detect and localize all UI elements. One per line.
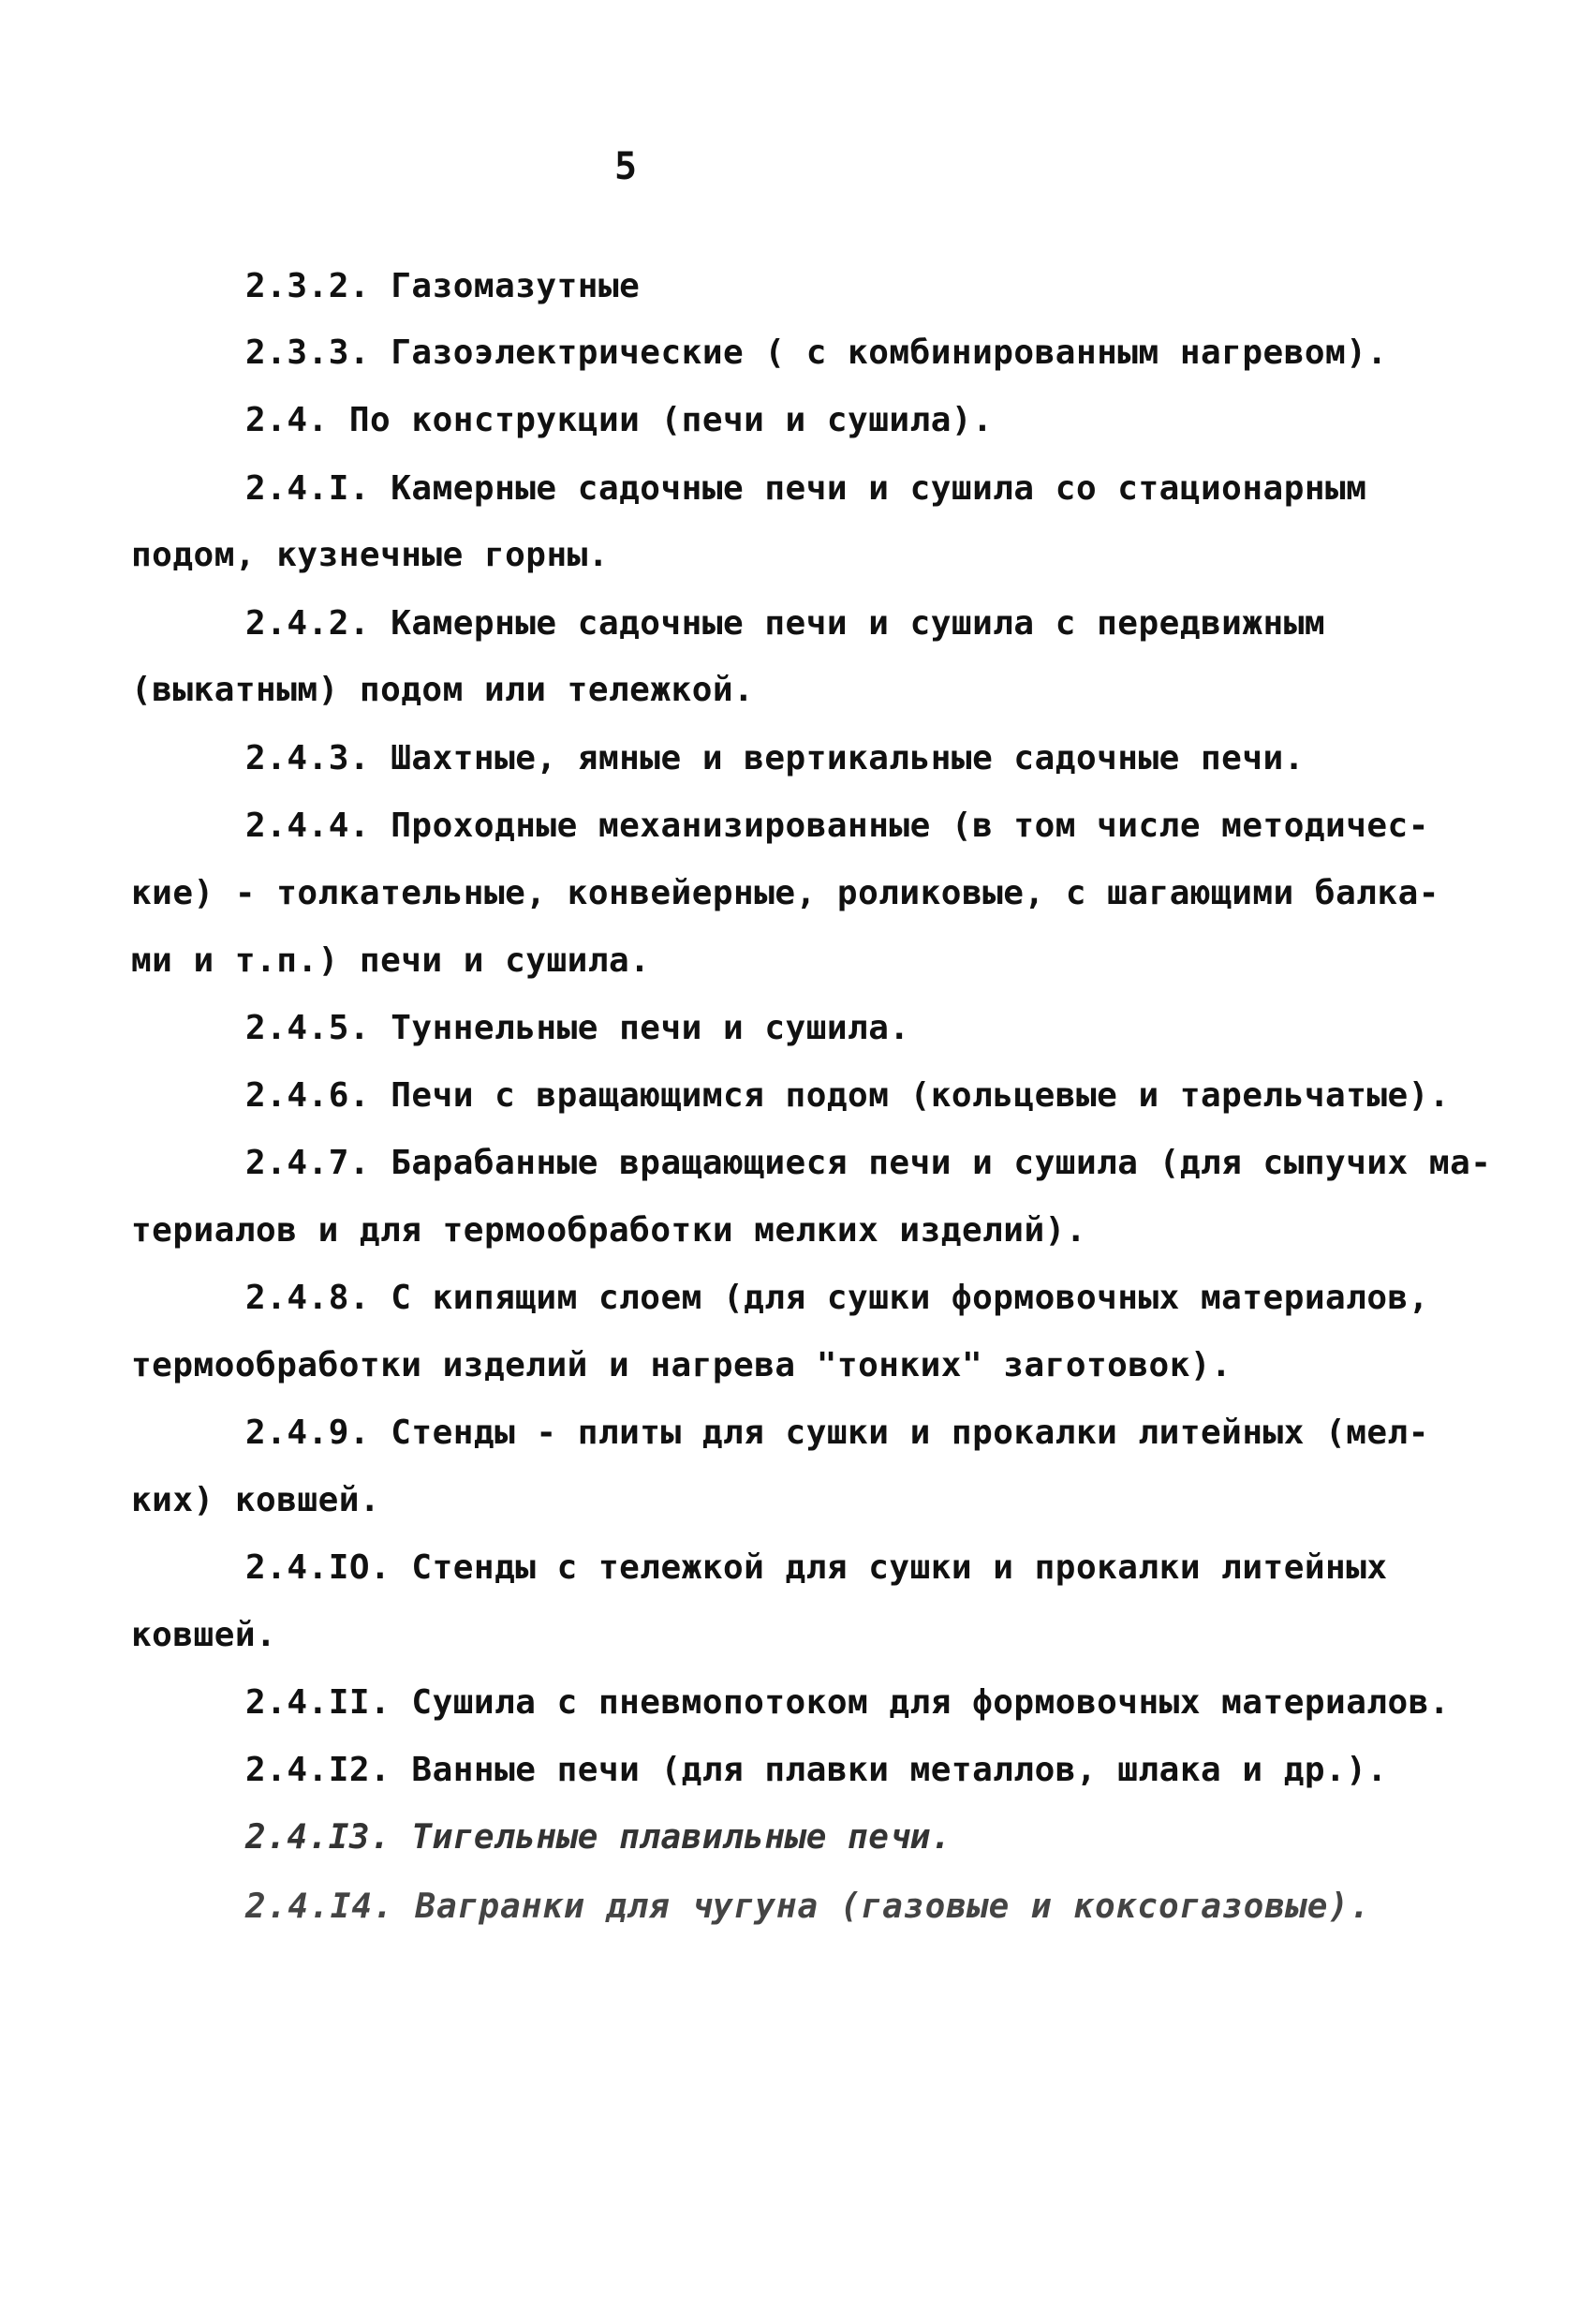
item-2-4-2: 2.4.2. Камерные садочные печи и сушила с передвижным [245, 604, 1326, 643]
item-2-4: 2.4. По конструкции (печи и сушила). [245, 401, 994, 439]
page-number: 5 [614, 145, 639, 188]
item-2-3-3: 2.3.3. Газоэлектрические ( с комбинированным нагревом). [245, 333, 1388, 372]
item-2-4-5: 2.4.5. Туннельные печи и сушила. [245, 1009, 910, 1047]
item-2-3-2: 2.3.2. Газомазутные [245, 267, 641, 305]
item-2-4-11: 2.4.II. Сушила с пневмопотоком для формовочных материалов. [245, 1683, 1451, 1722]
item-2-4-12: 2.4.I2. Ванные печи (для плавки металлов, шлака и др.). [245, 1751, 1388, 1789]
item-2-4-14: 2.4.I4. Вагранки для чугуна (газовые и коксогазовые). [245, 1887, 1371, 1926]
item-2-4-9-continued: ких) ковшей. [131, 1481, 381, 1519]
item-2-4-3: 2.4.3. Шахтные, ямные и вертикальные садочные печи. [245, 739, 1305, 777]
item-2-4-10-continued: ковшей. [131, 1616, 277, 1654]
item-2-4-7-continued: териалов и для термообработки мелких изделий). [131, 1211, 1086, 1250]
item-2-4-9: 2.4.9. Стенды - плиты для сушки и прокалки литейных (мел- [245, 1414, 1429, 1452]
item-2-4-8: 2.4.8. С кипящим слоем (для сушки формовочных материалов, [245, 1279, 1429, 1317]
item-2-4-13: 2.4.I3. Тигельные плавильные печи. [245, 1818, 952, 1857]
item-2-4-4: 2.4.4. Проходные механизированные (в том числе методичес- [245, 807, 1429, 845]
item-2-4-2-continued: (выкатным) подом или тележкой. [131, 671, 755, 709]
item-2-4-4-continued-1: кие) - толкательные, конвейерные, роликовые, с шагающими балка- [131, 874, 1439, 912]
item-2-4-10: 2.4.IO. Стенды с тележкой для сушки и прокалки литейных [245, 1548, 1388, 1587]
item-2-4-7: 2.4.7. Барабанные вращающиеся печи и сушила (для сыпучих ма- [245, 1144, 1492, 1182]
item-2-4-1: 2.4.I. Камерные садочные печи и сушила со стационарным [245, 469, 1367, 508]
item-2-4-6: 2.4.6. Печи с вращающимся подом (кольцевые и тарельчатые). [245, 1076, 1451, 1115]
item-2-4-1-continued: подом, кузнечные горны. [131, 536, 609, 574]
item-2-4-4-continued-2: ми и т.п.) печи и сушила. [131, 941, 651, 980]
item-2-4-8-continued: термообработки изделий и нагрева "тонких" заготовок). [131, 1346, 1232, 1384]
